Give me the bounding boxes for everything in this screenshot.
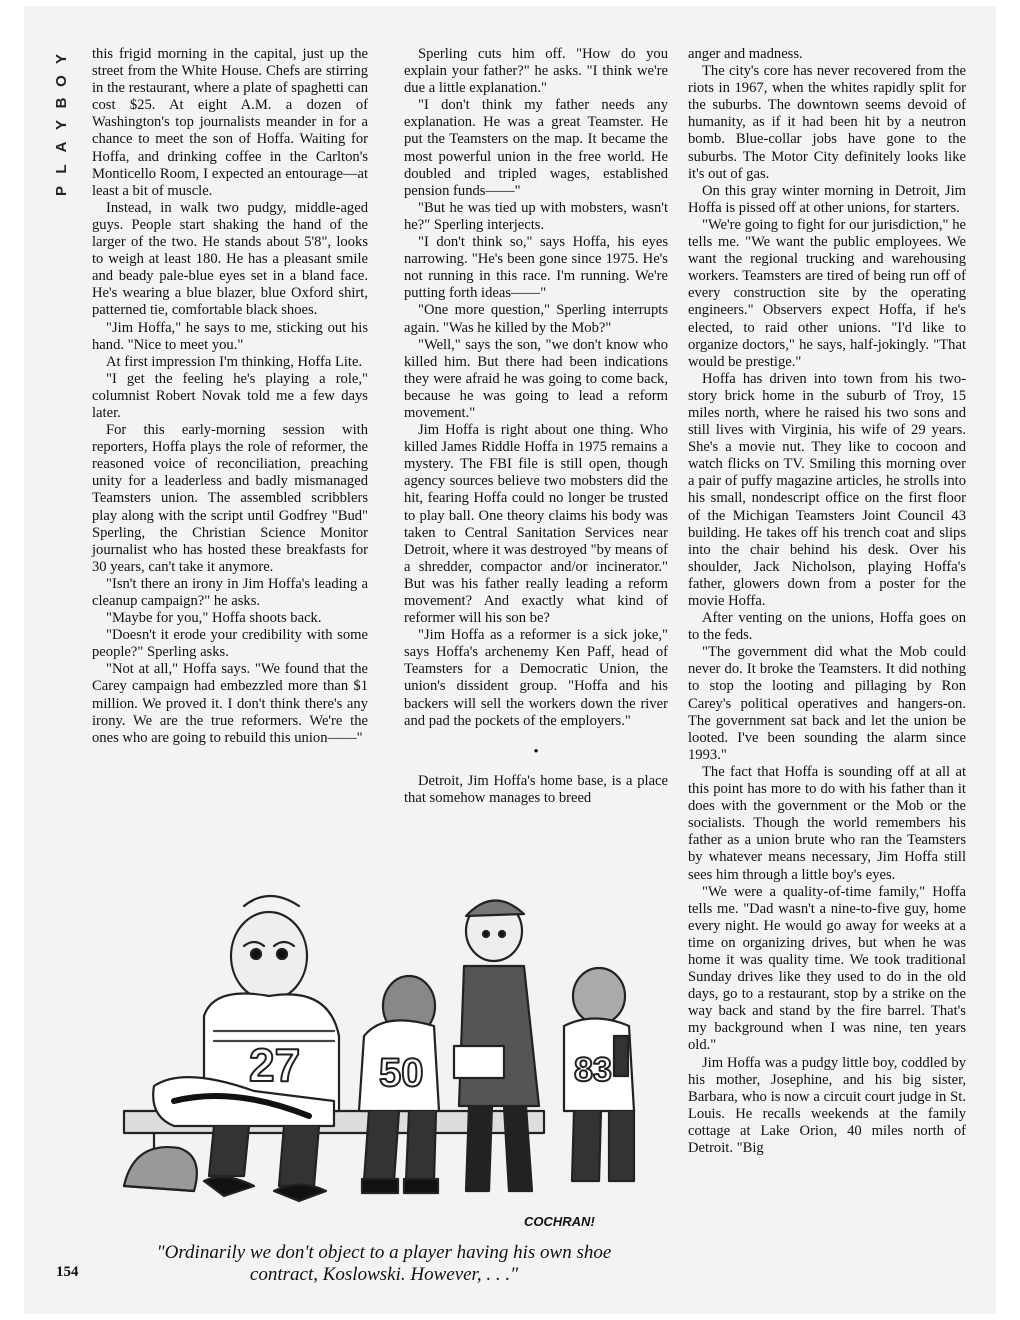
text-column-2 xyxy=(404,46,668,807)
running-head-letter: P xyxy=(53,186,70,197)
paragraph: For this early-morning session with reporters, Hoffa plays the role of reformer, the reasoned voice of reconciliation, preaching unity for a leaderless and badly mismanaged Teamsters union. The assembled scribblers play along with the script until Godfrey "Bud" Sperling, the Christian Science Monitor journalist who has hosted these breakfasts for 30 years, can't take it anymore. xyxy=(92,422,368,575)
jersey-number-50: 50 xyxy=(379,1051,424,1095)
paragraph: "Jim Hoffa as a reformer is a sick joke," says Hoffa's archenemy Ken Paff, head of Teamsters for a Democratic Union, the union's dissident group. "Hoffa and his backers will sell the workers down the river and pad the pockets of the employers." xyxy=(404,627,668,729)
paragraph: "The government did what the Mob could never do. It broke the Teamsters. It did nothing to stop the looting and pillaging by Ron Carey's political operatives and hangers-on. The government sat back and let the union be looted. I've been sounding the alarm since 1993." xyxy=(688,644,966,763)
paragraph: "But he was tied up with mobsters, wasn't he?" Sperling interjects. xyxy=(404,199,668,233)
paragraph: "We're going to fight for our jurisdiction," he tells me. "We want the public employees. We want the regional trucking and warehousing workers. Teamsters are tired of being run off of every construction site by the operating engineers." Observers expect Hoffa, if he's elected, to raid other unions. "I'd like to organize doctors," he says, half-jokingly. "That would be prestige." xyxy=(688,216,966,370)
paragraph: "I don't think my father needs any explanation. He was a great Teamster. He put the Teamsters on the map. It became the most powerful union in the free world. He doubled and tripled wages, established pension funds——" xyxy=(404,97,668,199)
paragraph: The fact that Hoffa is sounding off at all at this point has more to do with his father than it does with the government or the Mob or the socialists. Though the world remembers his father as a union brute who ran the Teamsters by whatever means necessary, Jim Hoffa still sees him through a little boy's eyes. xyxy=(688,763,966,883)
paragraph: Instead, in walk two pudgy, middle-aged guys. People start shaking the hand of the larger of the two. He stands about 5'8", looks to weigh at least 180. He has a pleasant smile and beady pale-blue eyes set in a bland face. He's wearing a blue blazer, blue Oxford shirt, patterned tie, comfortable black shoes. xyxy=(92,199,368,319)
player-1-head xyxy=(231,912,307,1000)
running-head xyxy=(50,48,74,202)
paragraph: "Maybe for you," Hoffa shoots back. xyxy=(106,610,322,627)
paragraph: "Jim Hoffa," he says to me, sticking out his hand. "Nice to meet you." xyxy=(92,319,368,353)
paragraph: "One more question," Sperling interrupts again. "Was he killed by the Mob?" xyxy=(404,302,668,336)
running-head-letter: O xyxy=(53,75,70,87)
paragraph: Jim Hoffa is right about one thing. Who killed James Riddle Hoffa in 1975 remains a mystery. The FBI file is still open, though agency sources believe two mobsters did the hit, fearing Hoffa could no longer be trusted to play ball. One theory claims his body was taken to Central Sanitation Services near Detroit, where it was destroyed "by means of a shredder, compactor and/or incinerator." But was his father really leading a reform movement? And exactly what kind of reformer will his son be? xyxy=(404,422,668,627)
cartoonist-signature: COCHRAN! xyxy=(524,1214,595,1229)
running-head-letter: Y xyxy=(53,54,70,65)
paragraph: "Doesn't it erode your credibility with some people?" Sperling asks. xyxy=(92,627,368,661)
jersey-number-27: 27 xyxy=(249,1039,301,1091)
text-column-3 xyxy=(688,46,966,1157)
paragraph: At first impression I'm thinking, Hoffa Lite. xyxy=(106,353,363,370)
section-separator: • xyxy=(533,743,539,760)
cartoon-caption: "Ordinarily we don't object to a player having his own shoe contract, Koslowski. However, . . ." xyxy=(156,1242,612,1285)
paragraph: "I get the feeling he's playing a role," columnist Robert Novak told me a few days later. xyxy=(92,370,368,421)
high-heel-shoe xyxy=(204,1177,254,1196)
page-number: 154 xyxy=(56,1264,79,1280)
paragraph: "Not at all," Hoffa says. "We found that the Carey campaign had embezzled more than $1 million. We proved it. I don't think there's any irony. We are the true reformers. We're the ones who are going to rebuild this union——" xyxy=(92,661,368,746)
player-3-helmet xyxy=(573,968,625,1024)
paragraph: On this gray winter morning in Detroit, Jim Hoffa is pissed off at other unions, for starters. xyxy=(688,182,966,216)
clipboard xyxy=(454,1046,504,1078)
helmet-on-ground xyxy=(124,1147,197,1191)
coach-jacket xyxy=(459,966,539,1106)
coach-cap xyxy=(466,900,524,916)
paragraph: The city's core has never recovered from the riots in 1967, when the whites rapidly split for the suburbs. The downtown seems devoid of humanity, as if it had been hit by a neutron bomb. Blue-collar jobs have gone to the suburbs. The Motor City definitely looks like it's out of gas. xyxy=(688,63,966,182)
running-head-letter: Y xyxy=(53,120,70,131)
paragraph: Sperling cuts him off. "How do you explain your father?" he asks. "I think we're due a little explanation." xyxy=(404,46,668,97)
text-column-1 xyxy=(92,46,368,747)
running-head-letter: B xyxy=(53,97,70,109)
paragraph: "Well," says the son, "we don't know who killed him. But there had been indications they were afraid he was going to come back, because he was going to lead a reform movement." xyxy=(404,336,668,421)
paragraph: "We were a quality-of-time family," Hoffa tells me. "Dad wasn't a nine-to-five guy, home every night. He would go away for weeks at a time on organizing drives, but when he was home it was quality time. We took traditional Sunday drives like they used to do in the old days, go to a restaurant, stop by a strike on the way back and stand by the fire barrel. That's my background when I was nine, ten years old." xyxy=(688,883,966,1054)
paragraph: Hoffa has driven into town from his two-story brick home in the suburb of Troy, 15 miles north, where he raised his two sons and still lives with Virginia, his wife of 29 years. She's a movie nut. They like to cocoon and watch flicks on TV. Smiling this morning over a pair of puffy magazine articles, he strolls into his small, nondescript office on the first floor of the Michigan Teamsters Joint Council 43 building. He takes off his trench coat and slips into the chair behind his desk. Over his shoulder, Jack Nicholson, playing Hoffa's father, glowers down from a poster for the movie Hoffa. xyxy=(688,370,966,609)
drink-bottle xyxy=(614,1036,628,1076)
paragraph: Jim Hoffa was a pudgy little boy, coddled by his mother, Josephine, and his big sister, Barbara, who is now a circuit court judge in St. Louis. He recalls weekends at the family cottage at Lake Orion, 40 miles north of Detroit. "Big xyxy=(688,1054,966,1156)
paragraph: this frigid morning in the capital, just up the street from the White House. Chefs are stirring in the restaurant, where a plate of spaghetti can cost $25. At eight A.M. a dozen of Washington's top journalists meander in for a chance to meet the son of Hoffa. Waiting for Hoffa, and drinking coffee in the Carlton's Monticello Room, I expected an entourage—at least a bit of muscle. xyxy=(92,46,368,199)
cartoon-illustration xyxy=(94,886,654,1236)
running-head-letter: L xyxy=(53,164,70,174)
magazine-page xyxy=(24,6,996,1314)
jersey-number-83: 83 xyxy=(574,1051,612,1089)
paragraph: Detroit, Jim Hoffa's home base, is a place that somehow manages to breed xyxy=(404,772,668,806)
paragraph: After venting on the unions, Hoffa goes on to the feds. xyxy=(688,610,966,644)
running-head-letter: A xyxy=(53,141,70,153)
paragraph: anger and madness. xyxy=(688,46,803,62)
paragraph: "I don't think so," says Hoffa, his eyes narrowing. "He's been gone since 1975. He's not running in this race. I'm running. We're putting forth ideas——" xyxy=(404,234,668,302)
paragraph: "Isn't there an irony in Jim Hoffa's leading a cleanup campaign?" he asks. xyxy=(92,575,368,609)
